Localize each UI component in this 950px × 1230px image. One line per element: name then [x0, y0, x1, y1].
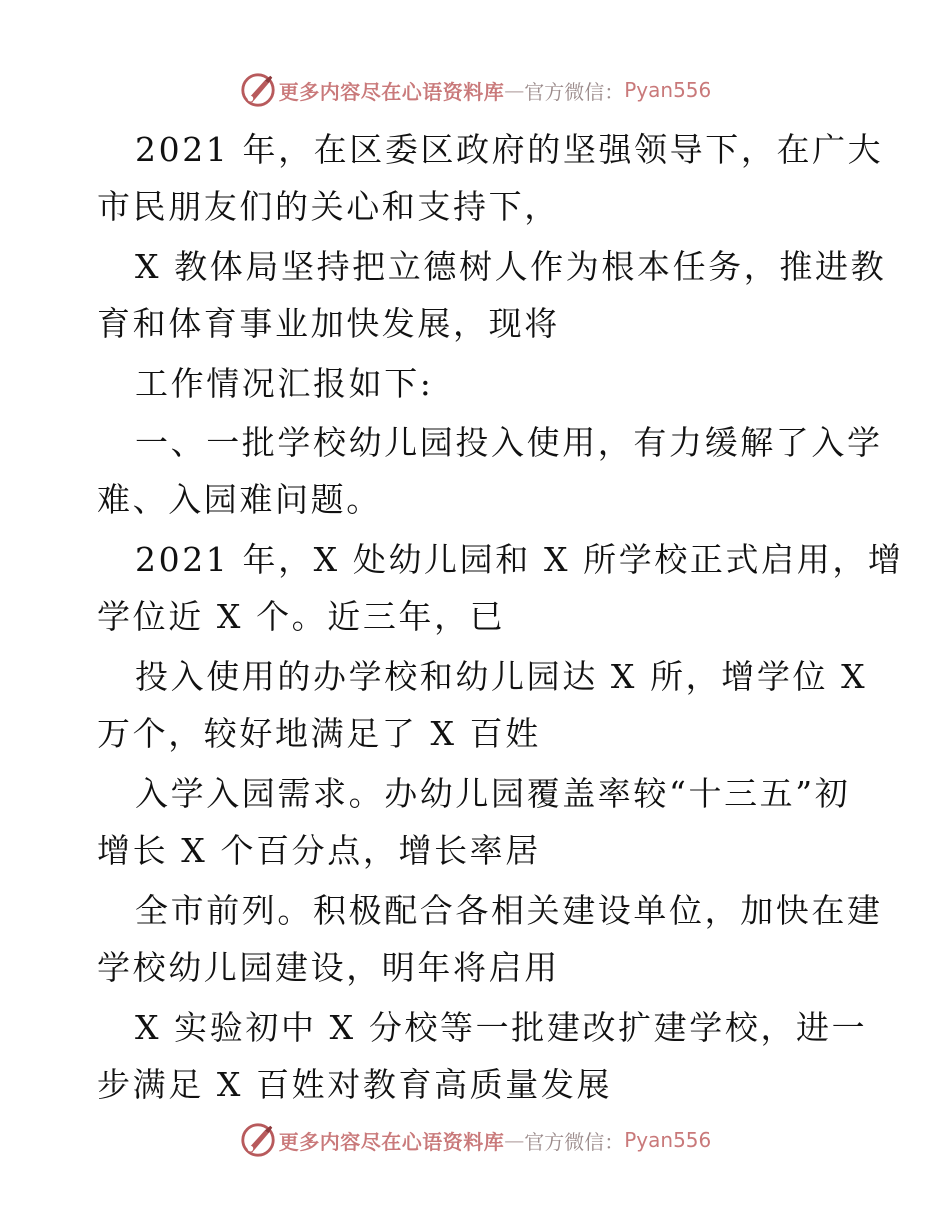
banner-wechat-label: 官方微信：	[524, 79, 625, 104]
text-line: 入学入园需求。办幼儿园覆盖率较“十三五”初	[135, 774, 851, 813]
banner-dash: —	[504, 1128, 525, 1152]
banner-wechat-label: 官方微信：	[524, 1129, 625, 1154]
pen-seal-logo-icon	[239, 1121, 277, 1159]
text-line: X 教体局坚持把立德树人作为根本任务，推进教	[135, 247, 887, 286]
text-line: 步满足 X 百姓对教育高质量发展	[97, 1065, 613, 1104]
text-line: 学位近 X 个。近三年，已	[97, 597, 506, 636]
text-line: 增长 X 个百分点，增长率居	[97, 831, 541, 870]
header-watermark-banner	[0, 70, 950, 110]
text-line: 育和体育事业加快发展，现将	[97, 304, 560, 343]
text-line: 工作情况汇报如下:	[135, 364, 434, 403]
banner-wechat-id: Pyan556	[624, 1128, 712, 1152]
text-line: 2021 年，在区委区政府的坚强领导下，在广大	[135, 130, 884, 169]
pen-seal-logo-icon	[239, 71, 277, 109]
banner-main-text: 更多内容尽在心语资料库	[278, 1129, 505, 1154]
banner-dash: —	[504, 78, 525, 102]
text-line: 万个，较好地满足了 X 百姓	[97, 714, 541, 753]
footer-watermark-banner	[0, 1120, 950, 1160]
text-line: 2021 年，X 处幼儿园和 X 所学校正式启用，增	[135, 540, 904, 579]
section-heading: 一、一批学校幼儿园投入使用，有力缓解了入学	[135, 423, 883, 462]
banner-main-text: 更多内容尽在心语资料库	[278, 79, 505, 104]
text-line: 市民朋友们的关心和支持下，	[97, 187, 560, 226]
text-line: 全市前列。积极配合各相关建设单位，加快在建	[135, 891, 883, 930]
section-heading-continued: 难、入园难问题。	[97, 480, 382, 519]
text-line: X 实验初中 X 分校等一批建改扩建学校，进一	[135, 1008, 868, 1047]
text-line: 投入使用的办学校和幼儿园达 X 所，增学位 X	[135, 657, 868, 696]
banner-wechat-id: Pyan556	[624, 78, 712, 102]
text-line: 学校幼儿园建设，明年将启用	[97, 948, 560, 987]
